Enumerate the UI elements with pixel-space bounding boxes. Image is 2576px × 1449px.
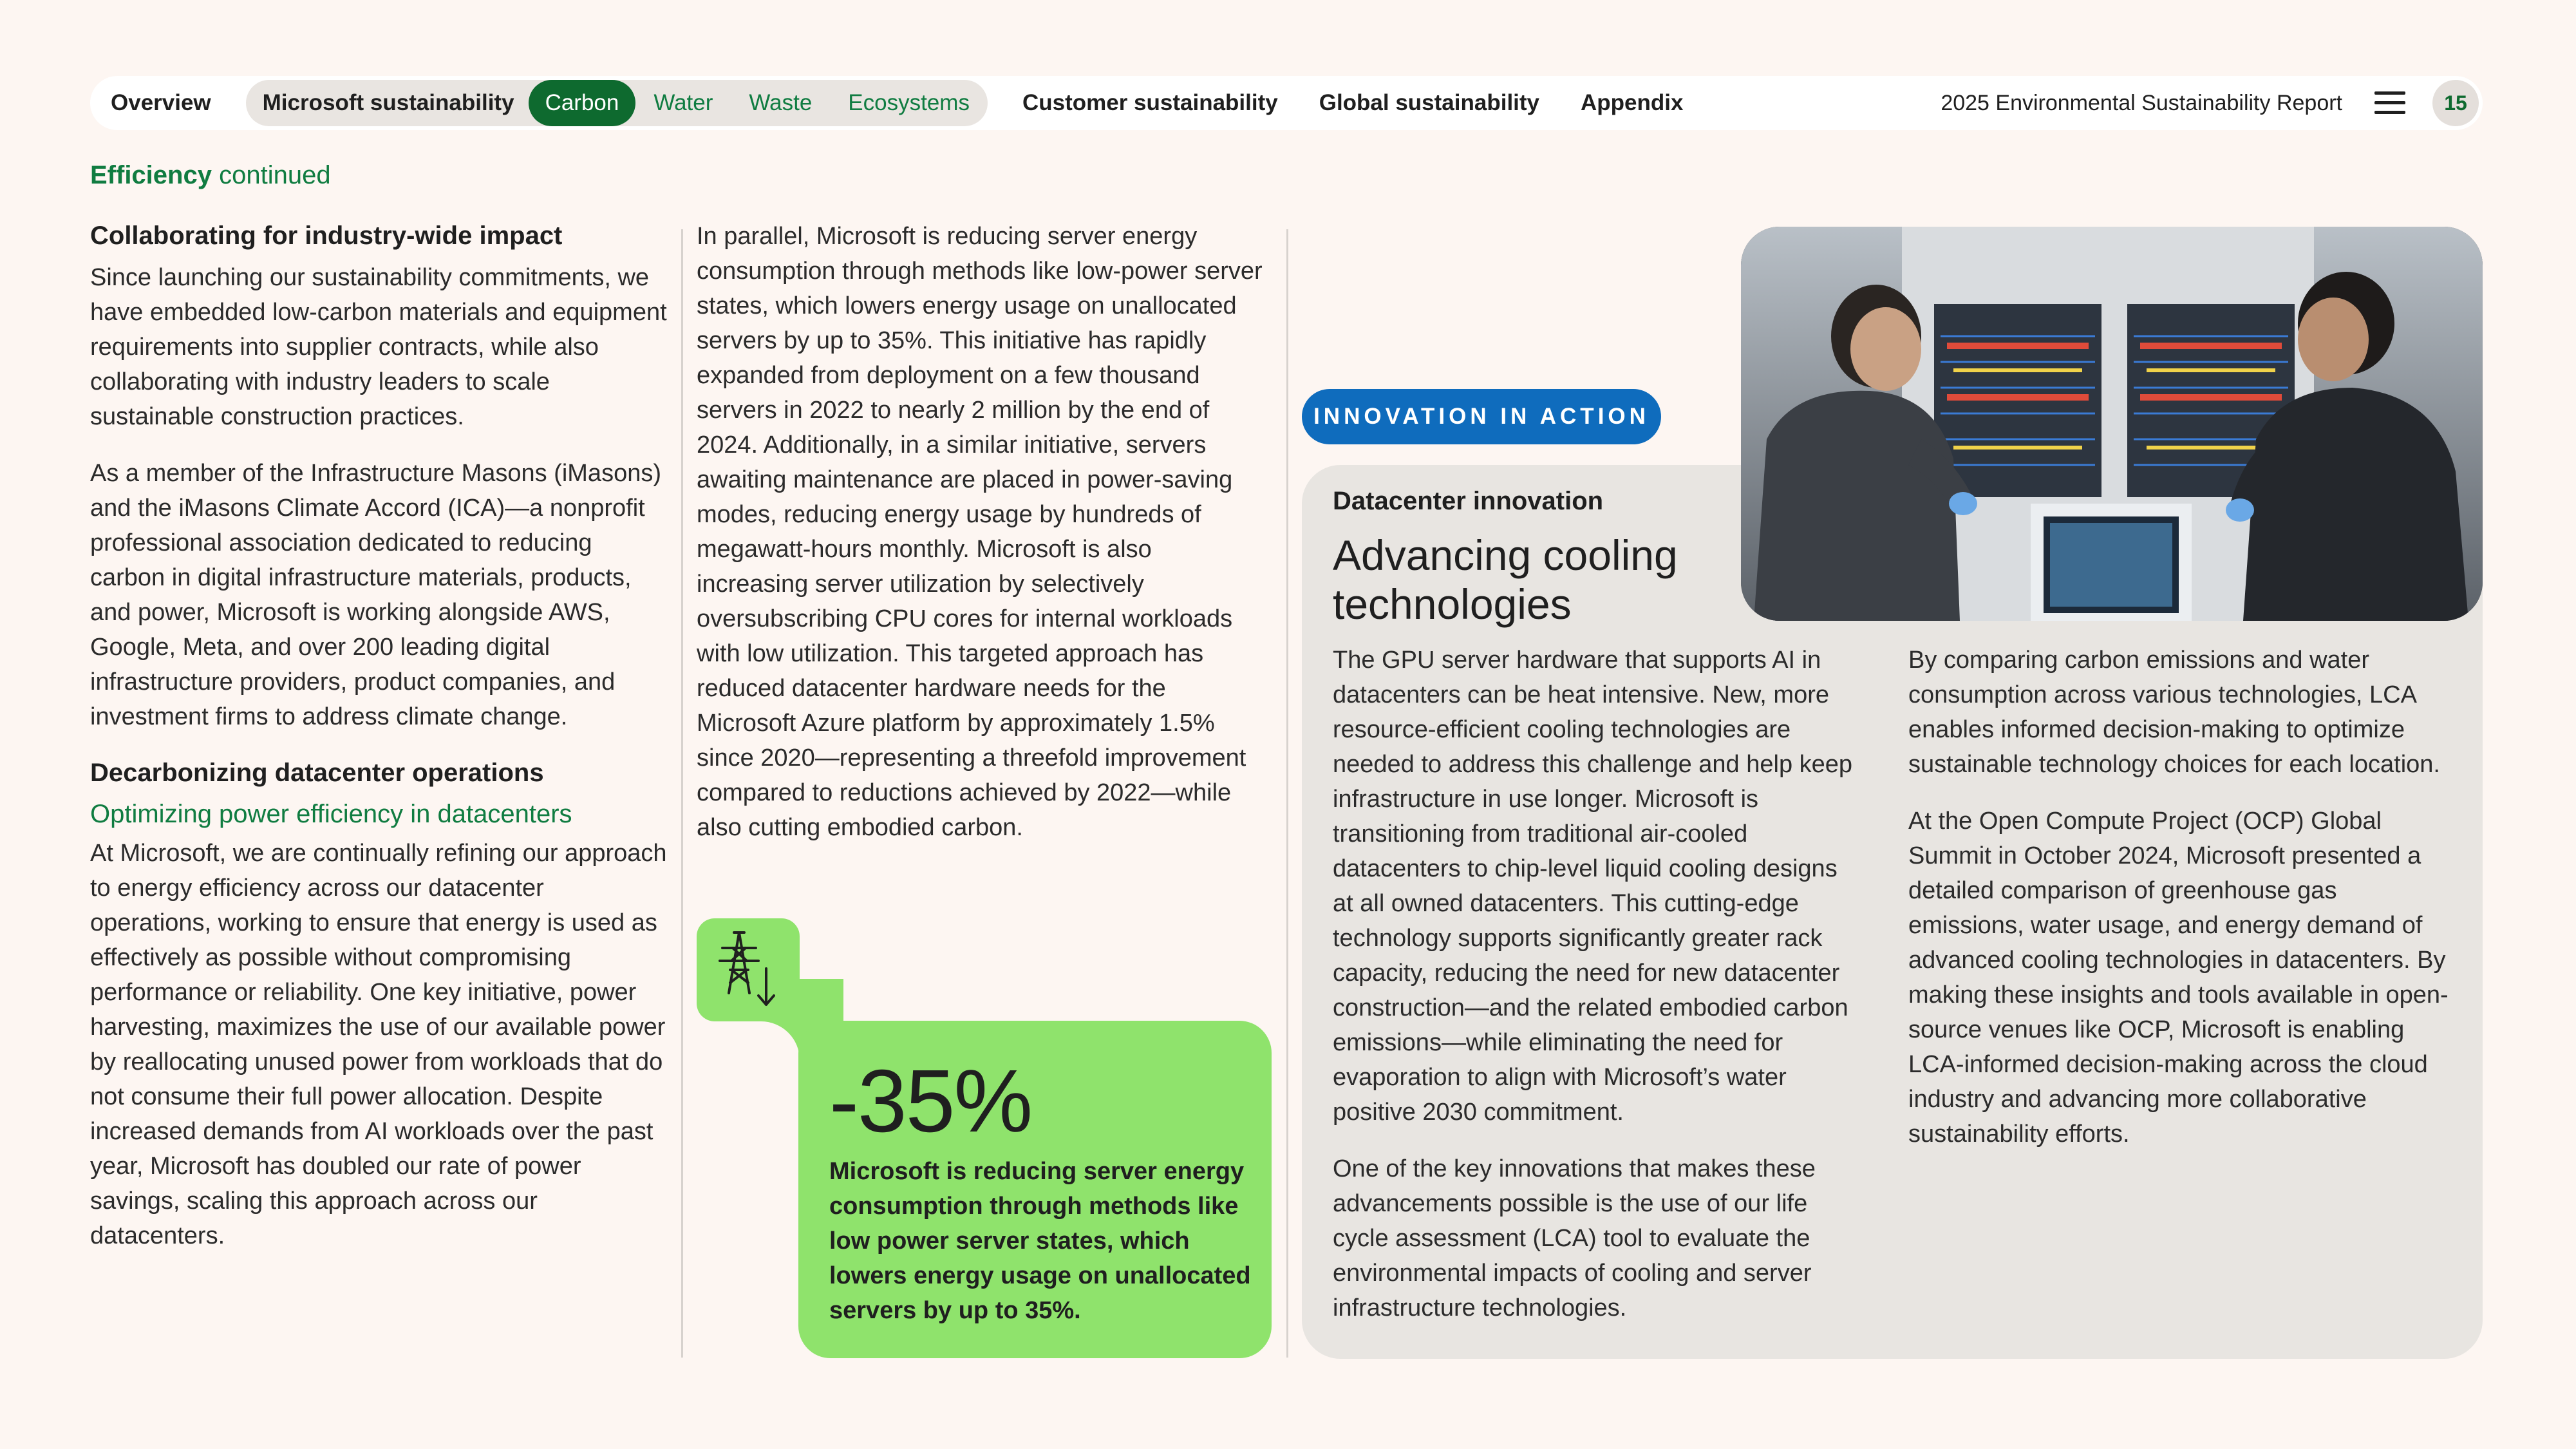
- hamburger-menu-icon[interactable]: [2374, 90, 2405, 116]
- stat-value: -35%: [829, 1052, 1032, 1151]
- column-divider: [681, 229, 683, 1358]
- section-suffix: continued: [219, 161, 331, 189]
- text-column-2: [697, 219, 1263, 867]
- heading-industry-impact: Collaborating for industry-wide impact: [90, 222, 563, 250]
- nav-customer-sustainability[interactable]: Customer sustainability: [1022, 90, 1278, 115]
- innovation-eyebrow: Datacenter innovation: [1333, 487, 1604, 515]
- innovation-text-column-1: [1333, 643, 1854, 1347]
- datacenter-technicians-photo: [1741, 227, 2483, 621]
- paragraph-server-energy: In parallel, Microsoft is reducing server energy consumption through methods like low-power server states, which lowers energy usage on unallocated servers by up to 35%. This initiative has rapidly expanded from deployment on a few thousand servers in 2022 to nearly 2 million by the end of 2024. Additionally, in a similar initiative, servers awaiting maintenance are placed in power-saving modes, reducing energy usage by hundreds of megawatt-hours monthly. Microsoft is also increasing server utilization by selectively oversubscribing CPU cores for internal workloads with low utilization. This targeted approach has reduced datacenter hardware needs for the Microsoft Azure platform by approximately 1.5% since 2020—representing a threefold improvement compared to reductions achieved by 2022—while also cutting embodied carbon.: [697, 223, 1263, 841]
- text-column-1: [90, 219, 670, 1275]
- paragraph-ocp-summit: At the Open Compute Project (OCP) Global Summit in October 2024, Microsoft presented a detailed comparison of greenhouse gas emissions, water usage, and energy demand of advanced cooling technologies in datacenters. By making these insights and tools available in open-source venues like OCP, Microsoft is enabling LCA-informed decision-making across the cloud industry and advancing more collaborative sustainability efforts.: [1908, 808, 2449, 1148]
- nav-global-sustainability[interactable]: Global sustainability: [1319, 90, 1540, 115]
- nav-appendix[interactable]: Appendix: [1581, 90, 1684, 115]
- paragraph-lca-tool: One of the key innovations that makes these advancements possible is the use of our life cycle assessment (LCA) tool to evaluate the environmental impacts of cooling and server infrastructure technologies.: [1333, 1155, 1816, 1321]
- paragraph-gpu-cooling: The GPU server hardware that supports AI in datacenters can be heat intensive. New, more resource-efficient cooling technologies are needed to address this challenge and help keep infrastructure in use longer. Microsoft is transitioning from traditional air-cooled datacenters to chip-level liquid cooling designs at all owned datacenters. This cutting-edge technology supports significantly greater rack capacity, reducing the need for new datacenter construction—and the related embodied carbon emissions—while eliminating the need for evaporation to align with Microsoft’s water positive 2030 commitment.: [1333, 647, 1853, 1126]
- section-title: Efficiency: [90, 161, 212, 189]
- stat-description: Microsoft is reducing server energy consumption through methods like low power server states, which lowers energy usage on unallocated servers by up to 35%.: [829, 1158, 1251, 1324]
- nav-tab-waste[interactable]: Waste: [749, 90, 813, 115]
- innovation-in-action-badge: INNOVATION IN ACTION: [1302, 389, 1661, 444]
- nav-tab-carbon[interactable]: Carbon: [529, 80, 636, 126]
- nav-tab-water[interactable]: Water: [653, 90, 713, 115]
- top-navigation: [90, 76, 2483, 130]
- innovation-title: Advancing cooling technologies: [1333, 531, 1678, 628]
- page-number-badge: 15: [2432, 80, 2479, 126]
- nav-microsoft-sustainability[interactable]: Microsoft sustainability: [262, 90, 514, 115]
- power-tower-down-arrow-icon: [713, 929, 784, 1012]
- report-title: 2025 Environmental Sustainability Report: [1941, 90, 2342, 115]
- nav-group-microsoft-sustainability: [246, 80, 988, 126]
- paragraph-imasons: As a member of the Infrastructure Masons (iMasons) and the iMasons Climate Accord (ICA)—a nonprofit professional association dedicated to reducing carbon in digital infrastructure materials, products, and power, Microsoft is working alongside AWS, Google, Meta, and over 200 leading digital infrastructure providers, product companies, and investment firms to address climate change.: [90, 460, 661, 730]
- nav-overview[interactable]: Overview: [111, 90, 211, 115]
- column-divider: [1286, 229, 1288, 1358]
- heading-decarbonizing: Decarbonizing datacenter operations: [90, 759, 544, 787]
- nav-tab-ecosystems[interactable]: Ecosystems: [848, 90, 970, 115]
- paragraph-lca-comparison: By comparing carbon emissions and water consumption across various technologies, LCA enables informed decision-making to optimize sustainable technology choices for each location.: [1908, 647, 2440, 778]
- subheading-power-efficiency: Optimizing power efficiency in datacenters: [90, 800, 572, 828]
- nav-right-group: [1941, 80, 2483, 126]
- paragraph-commitments: Since launching our sustainability commitments, we have embedded low-carbon materials and equipment requirements into supplier contracts, while also collaborating with industry leaders to scale sustainable construction practices.: [90, 264, 667, 430]
- paragraph-power-harvesting: At Microsoft, we are continually refining our approach to energy efficiency across our datacenter operations, working to ensure that energy is used as effectively as possible without compromising performance or reliability. One key initiative, power harvesting, maximizes the use of our available power by reallocating unused power from workloads that do not consume their full power allocation. Despite increased demands from AI workloads over the past year, Microsoft has doubled our rate of power savings, scaling this approach across our datacenters.: [90, 840, 667, 1249]
- section-label: [90, 161, 331, 190]
- innovation-text-column-2: [1908, 643, 2456, 1173]
